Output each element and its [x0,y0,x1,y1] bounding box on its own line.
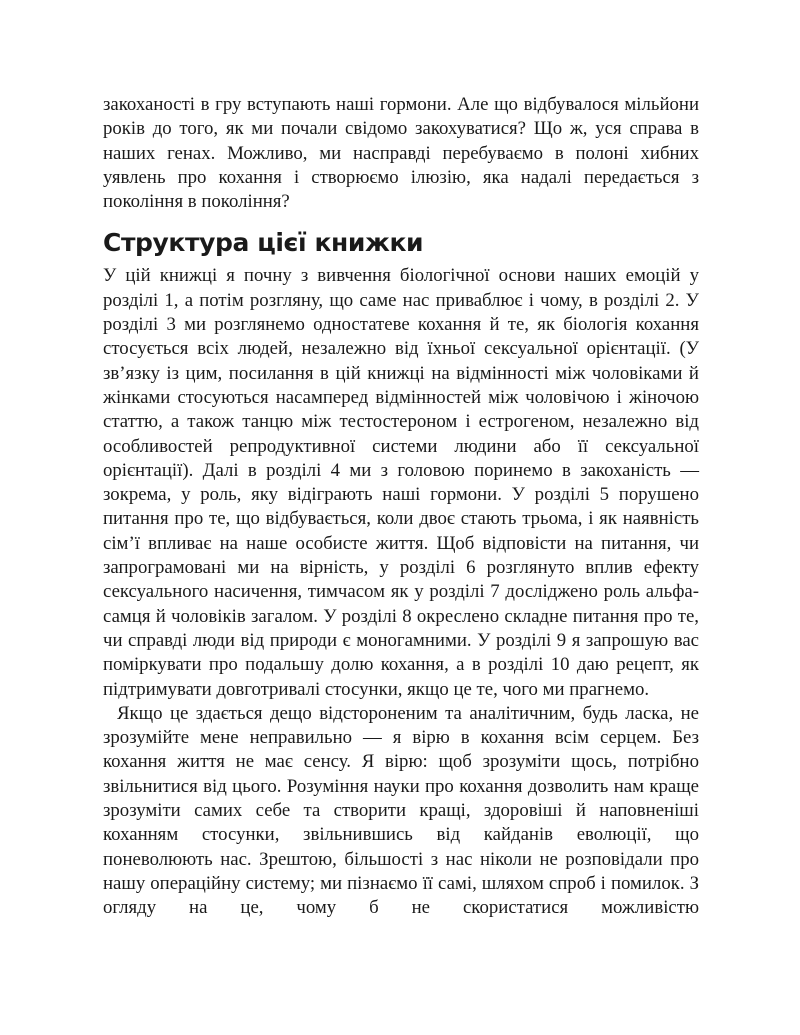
structure-paragraph: У цій книжці я почну з вивчення біологічної основи наших емоцій у розділі 1, а потім розгляну, що саме нас приваблює і чому, в розділі 2. У розділі 3 ми розглянемо одностатеве кохання й те, як біологія кохання стосується всіх людей, незалежно від їхньої сексуальної орієнтації. (У зв’язку із цим, посилання в цій книжці на відмінності між чоловіками й жінками стосуються насамперед відмінностей між чоловічою і жіночою статтю, а також танцю між тестостероном і естрогеном, незалежно від особливостей репродуктивної системи людини або її сексуальної орієнтації). Далі в розділі 4 ми з головою поринемо в закоханість — зокрема, у роль, яку відіграють наші гормони. У розділі 5 порушено питання про те, що відбувається, коли двоє стають трьома, і як наявність сім’ї впливає на наше особисте життя. Щоб відповісти на питання, чи запрограмовані ми на вірність, у розділі 6 розглянуто вплив ефекту сексуального насичення, тимчасом як у розділі 7 досліджено роль альфа-самця й чоловіків загалом. У розділі 8 окреслено складне питання про те, чи справді люди від природи є моногамними. У розділі 9 я запрошую вас поміркувати про подальшу долю кохання, а в розділі 10 даю рецепт, як підтримувати довготривалі стосунки, якщо це те, чого ми прагнемо. [103,265,699,700]
closing-paragraph: Якщо це здається дещо відстороненим та аналітичним, будь ласка, не зрозумійте мене неправильно — я вірю в кохання всім серцем. Без кохання життя не має сенсу. Я вірю: щоб зрозуміти щось, потрібно звільнитися від цього. Розуміння науки про кохання дозволить нам краще зрозуміти самих себе та створити кращі, здоровіші й наповненіші коханням стосунки, звільнившись від кайданів еволюції, що поневолюють нас. Зрештою, більшості з нас ніколи не розповідали про нашу операційну систему; ми пізнаємо її самі, шляхом спроб і помилок. З огляду на це, чому б не скористатися можливістю [103,702,699,919]
section-heading: Структура цієї книжки [103,228,424,258]
intro-paragraph: закоханості в гру вступають наші гормони. Але що відбувалося мільйони років до того, як ми почали свідомо закохуватися? Що ж, уся справа в наших генах. Можливо, ми насправді перебуваємо в полоні хибних уявлень про кохання і створюємо ілюзію, яка надалі передається з покоління в покоління? [103,94,699,213]
book-page [103,93,699,921]
